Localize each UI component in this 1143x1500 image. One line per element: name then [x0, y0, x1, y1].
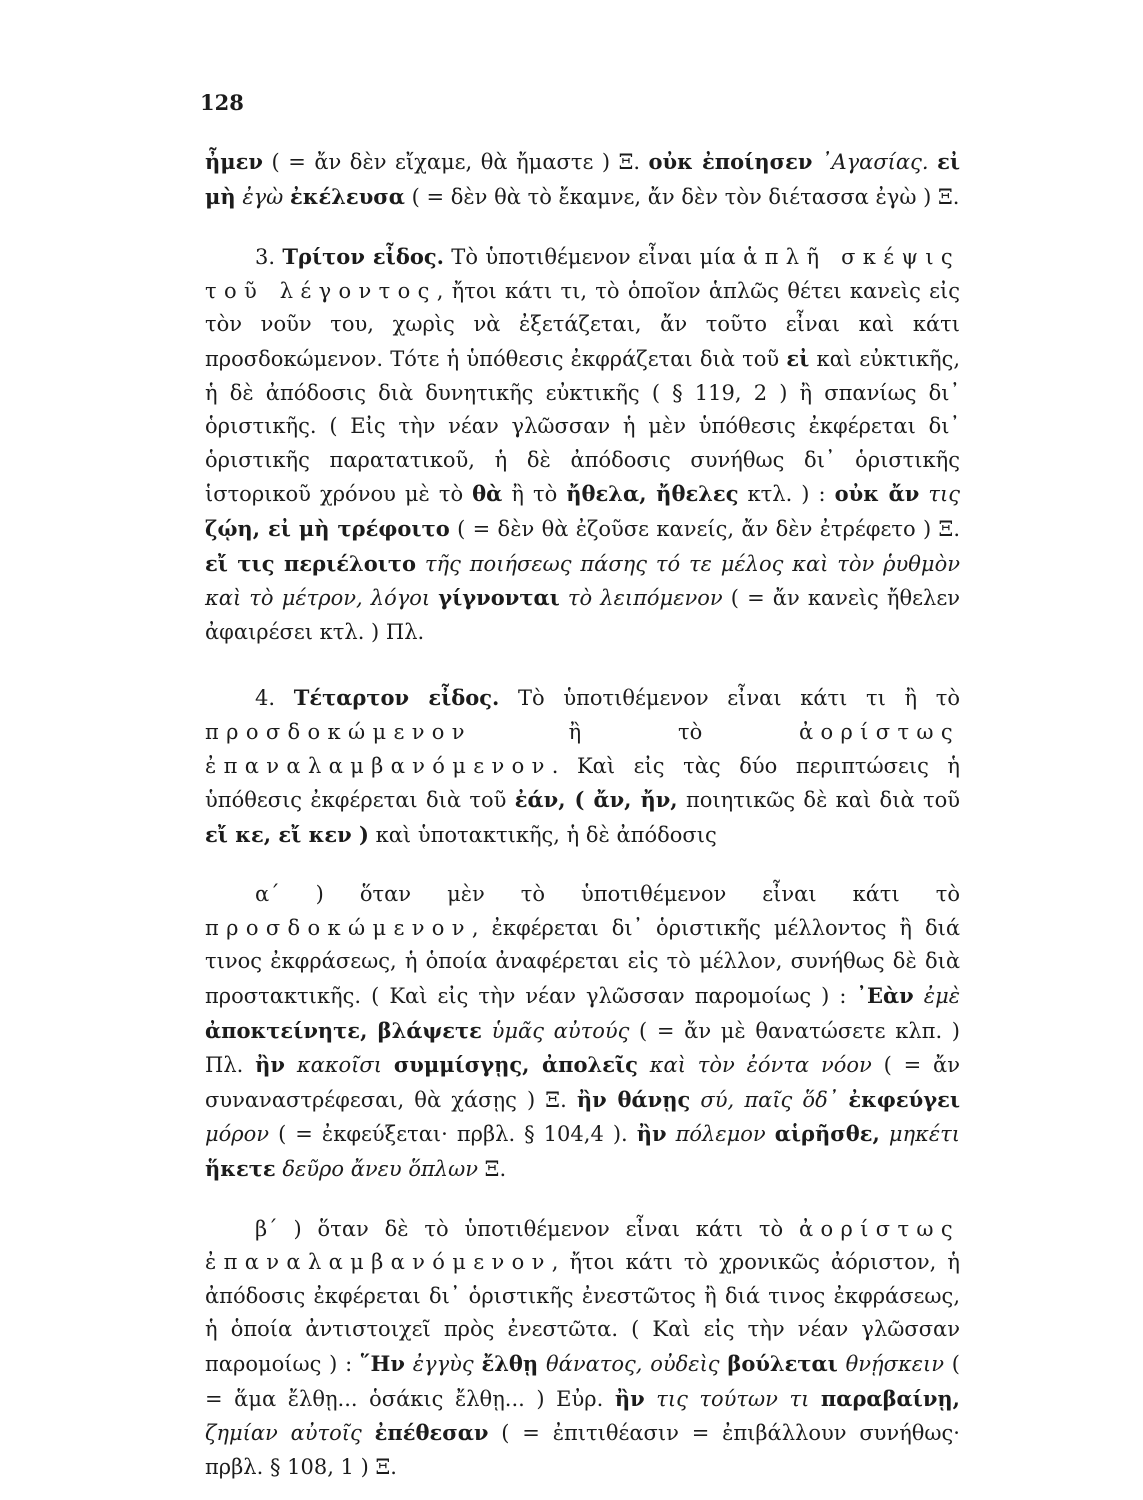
text-run: Τὸ ὑποτιθέμενον εἶναι κάτι τι ἢ τὸ	[499, 686, 960, 711]
text-run: 3.	[255, 245, 283, 270]
bold-term: ἥκετε	[205, 1156, 276, 1182]
text-run: ποιητικῶς δὲ καὶ διὰ τοῦ	[677, 788, 960, 813]
italic-run: σύ, παῖς ὅδ᾿	[690, 1087, 849, 1112]
spaced-emphasis: προσδοκώμενον	[205, 915, 472, 940]
bold-term: ἐκέλευσα	[289, 183, 405, 209]
text-run: Τὸ ὑποτιθέμενον εἶναι μία	[443, 245, 744, 270]
bold-term: ἔλθῃ	[481, 1351, 539, 1376]
italic-run: θνῄσκειν	[837, 1352, 945, 1376]
text-run: ( = ἅμα ἔλθῃ... ὁσάκις ἔλθῃ... ) Εὐρ.	[205, 1352, 961, 1411]
page-number: 128	[200, 90, 244, 115]
italic-run: τις	[919, 482, 961, 507]
bold-term: ἐκφεύγει	[848, 1086, 960, 1112]
text-run: , ἤτοι κάτι τι, τὸ ὁποῖον ἁπλῶς θέτει κανεὶς εἰς τὸν νοῦν του, χωρὶς νὰ ἐξετάζεται, ἄν τοῦτο εἶναι καὶ κάτι προσδοκώμενον. Τότε ἡ ὑπόθεσις ἐκφράζεται διὰ τοῦ	[205, 278, 961, 371]
text-run: ἢ τὸ	[502, 482, 567, 507]
paragraph-2	[205, 240, 960, 649]
bold-term: ᾿Εὰν	[856, 983, 914, 1009]
italic-run: θάνατος, οὐδεὶς	[538, 1352, 728, 1376]
bold-term: ἦμεν	[205, 149, 263, 174]
bold-term: ῞Ην	[360, 1351, 405, 1376]
bold-term: αἱρῆσθε,	[774, 1121, 880, 1147]
bold-term: εἰ	[786, 345, 810, 371]
paragraph-3	[205, 681, 960, 852]
italic-run: τῆς ποιήσεως πάσης τό τε μέλος καὶ τὸν ῥυθμὸν καὶ τὸ μέτρον, λόγοι	[205, 551, 960, 611]
text-run: ( = δὲν θὰ τὸ ἔκαμνε, ἄν δὲν τὸν διέτασσα ἐγὼ ) Ξ.	[404, 184, 960, 209]
bold-term: ἢν θάνῃς	[576, 1086, 691, 1112]
text-run: ( = ἄν δὲν εἴχαμε, θὰ ἤμαστε ) Ξ.	[262, 150, 649, 174]
bold-term: συμμίσγῃς, ἀπολεῖς	[393, 1052, 638, 1078]
body-text	[205, 145, 960, 1484]
section-heading: Τέταρτον εἶδος.	[293, 685, 500, 711]
paragraph-1	[205, 145, 960, 214]
bold-term: ζῴη, εἰ μὴ τρέφοιτο	[205, 515, 450, 541]
text-run: ( = ἄν μὲ θανατώσετε κλπ. ) Πλ.	[205, 1018, 960, 1078]
section-heading: Τρίτον εἶδος.	[282, 244, 444, 270]
italic-run: ὑμᾶς αὐτούς	[481, 1018, 630, 1043]
text-run: ( = ἄν κανεὶς ἤθελεν ἀφαιρέσει κτλ. ) Πλ.	[205, 586, 960, 644]
text-run: καὶ εὐκτικῆς, ἡ δὲ ἀπόδοσις διὰ δυνητικῆς εὐκτικῆς ( § 119, 2 ) ἢ σπανίως δι᾿ ὁριστικῆς. ( Εἰς τὴν νέαν γλῶσσαν ἡ μὲν ὑπόθεσις ἐκφέρεται δι᾿ ὁριστικῆς παρατατικοῦ, ἡ δὲ ἀπόδοσις συνήθως δι᾿ ὁριστικῆς ἱστορικοῦ χρόνου μὲ τὸ	[205, 346, 961, 507]
italic-run: τις τούτων τι	[644, 1386, 821, 1411]
bold-term: θὰ	[472, 481, 503, 507]
bold-term: ἀποκτείνητε, βλάψετε	[205, 1017, 482, 1043]
italic-run: ζημίαν αὐτοῖς	[205, 1421, 375, 1446]
bold-term: παραβαίνῃ,	[820, 1385, 960, 1411]
italic-run: ἐμὲ	[913, 984, 960, 1009]
italic-run: δεῦρο ἄνευ ὅπλων	[275, 1157, 478, 1182]
italic-run: καὶ τὸν ἐόντα νόον	[637, 1053, 872, 1078]
text-run: ( = δὲν θὰ ἐζοῦσε κανείς, ἄν δὲν ἐτρέφετο ) Ξ.	[449, 516, 960, 541]
bold-term: ἤθελα, ἤθελες	[566, 481, 739, 507]
bold-term: ἢν	[614, 1385, 645, 1411]
text-run: 4.	[255, 686, 294, 711]
text-run: ἢ τὸ	[471, 719, 799, 744]
italic-run: ᾿Αγασίας.	[812, 150, 938, 174]
spaced-emphasis: ἀορίστως ἐπαναλαμβανόμενον	[205, 719, 960, 778]
italic-run: ἐγγὺς	[404, 1352, 482, 1376]
italic-run: ἐγὼ	[235, 184, 290, 209]
bold-term: ἐπέθεσαν	[374, 1420, 489, 1446]
text-run: . Καὶ εἰς τὰς δύο περιπτώσεις ἡ ὑπόθεσις ἐκφέρεται διὰ τοῦ	[205, 753, 960, 813]
italic-run: τὸ λειπόμενον	[559, 586, 723, 611]
italic-run: μόρον	[205, 1122, 270, 1147]
bold-term: εἰ μὴ	[205, 149, 960, 209]
text-run: ( = ἐκφεύξεται· πρβλ. § 104,4 ).	[269, 1122, 637, 1147]
italic-run: κακοῖσι	[284, 1053, 394, 1078]
paragraph-4	[205, 878, 960, 1186]
bold-term: εἴ κε, εἴ κεν )	[205, 821, 369, 847]
text-run: , ἤτοι κάτι τὸ χρονικῶς ἀόριστον, ἡ ἀπόδοσις ἐκφέρεται δι᾿ ὁριστικῆς ἐνεστῶτος ἢ διά τινος ἐκφράσεως, ἡ ὁποία ἀντιστοιχεῖ πρὸς ἐνεστῶτα. ( Καὶ εἰς τὴν νέαν γλῶσσαν παρομοίως ) :	[205, 1250, 960, 1376]
text-run: β΄ ) ὅταν δὲ τὸ ὑποτιθέμενον εἶναι κάτι τὸ	[255, 1216, 799, 1241]
bold-term: βούλεται	[727, 1351, 838, 1376]
text-run: κτλ. ) :	[738, 482, 835, 507]
bold-term: ἢν	[255, 1052, 285, 1078]
bold-term: γίγνονται	[438, 585, 560, 611]
bold-term: οὐκ ἐποίησεν	[648, 149, 813, 174]
text-run: Ξ.	[478, 1157, 507, 1182]
text-run: καὶ ὑποτακτικῆς, ἡ δὲ ἀπόδοσις	[368, 822, 717, 847]
spaced-emphasis: ἁπλῆ σκέψις τοῦ λέγοντος	[205, 245, 961, 303]
italic-run: πόλεμον	[666, 1122, 775, 1147]
spaced-emphasis: προσδοκώμενον	[205, 719, 472, 744]
text-run: , ἐκφέρεται δι᾿ ὁριστικῆς μέλλοντος ἢ διά τινος ἐκφράσεως, ἡ ὁποία ἀναφέρεται εἰς τὸ μέλλον, συνήθως δὲ διὰ προστακτικῆς. ( Καὶ εἰς τὴν νέαν γλῶσσαν παρομοίως ) :	[205, 915, 960, 1009]
italic-run: μηκέτι	[879, 1122, 960, 1147]
bold-term: εἴ τις περιέλοιτο	[205, 550, 417, 576]
paragraph-5	[205, 1213, 960, 1485]
spaced-emphasis: ἀορίστως ἐπαναλαμβανόμενον	[205, 1216, 960, 1275]
bold-term: ἐάν, ( ἄν, ἤν,	[514, 787, 678, 813]
bold-term: ἢν	[636, 1121, 667, 1147]
text-run: ( = ἐπιτιθέασιν = ἐπιβάλλουν συνήθως· πρβλ. § 108, 1 ) Ξ.	[205, 1421, 960, 1479]
text-run: α΄ ) ὅταν μὲν τὸ ὑποτιθέμενον εἶναι κάτι τὸ	[255, 882, 960, 907]
bold-term: οὐκ ἄν	[834, 481, 920, 507]
text-run: ( = ἄν συναναστρέφεσαι, θὰ χάσῃς ) Ξ.	[205, 1053, 960, 1112]
